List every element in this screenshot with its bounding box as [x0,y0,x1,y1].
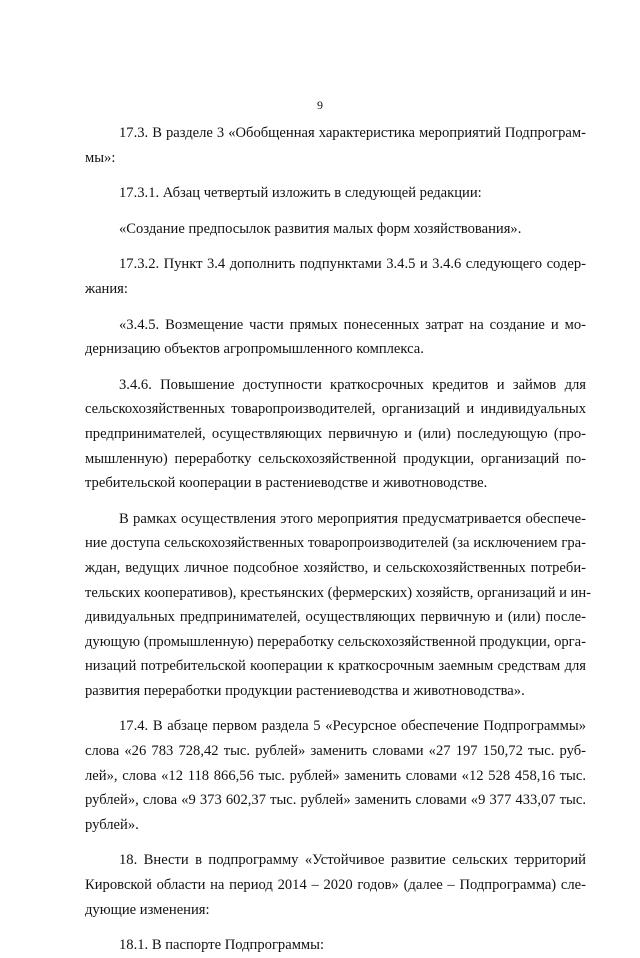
text-line: развития переработки продукции растениеводства и животноводства». [85,682,525,699]
document-body [85,121,592,958]
text-line: рублей». [85,816,139,833]
text-line: Кировской области на период 2014 – 2020 годов» (далее – Подпрограмма) сле- [85,877,586,894]
paragraph-gap [85,922,586,933]
paragraph-gap [85,206,586,217]
text-line: 18.1. В паспорте Подпрограммы: [119,937,325,954]
paragraph-gap [85,837,586,848]
text-line: мышленную) переработку сельскохозяйственной продукции, организаций по- [85,450,586,467]
paragraph-p-18 [85,848,586,922]
text-line: 17.3. В разделе 3 «Обобщенная характеристика мероприятий Подпрограм- [119,125,586,141]
paragraph-gap [85,241,586,252]
text-line: дующую (промышленную) переработку сельскохозяйственной продукции, орга- [85,633,586,650]
text-line: низаций потребительской кооперации к краткосрочным заемным средствам для [85,658,586,675]
paragraph-p-17-3 [85,121,586,170]
page-number: 9 [317,98,323,112]
text-line: 3.4.6. Повышение доступности краткосрочных кредитов и займов для [119,376,586,393]
text-line: «3.4.5. Возмещение части прямых понесенных затрат на создание и мо- [119,316,586,333]
paragraph-p-17-3-1 [85,181,586,206]
paragraph-p-17-4 [85,714,586,837]
text-line: «Создание предпосылок развития малых форм хозяйствования». [119,220,522,237]
text-line: лей», слова «12 118 866,56 тыс. рублей» заменить словами «12 528 458,16 тыс. [85,767,586,784]
text-line: ние доступа сельскохозяйственных товаропроизводителей (за исключением гра- [85,535,586,552]
paragraph-gap [85,703,586,714]
text-line: дующие изменения: [85,901,210,918]
text-line: 17.3.1. Абзац четвертый изложить в следующей редакции: [119,185,482,202]
paragraph-p-18-1 [85,933,586,958]
paragraph-gap [85,302,586,313]
paragraph-p-17-3-2 [85,252,586,301]
text-line: 18. Внести в подпрограмму «Устойчивое развитие сельских территорий [119,852,586,869]
text-line: рублей», слова «9 373 602,37 тыс. рублей» заменить словами «9 377 433,07 тыс. [85,792,586,809]
text-line: жания: [85,280,128,297]
text-line: дернизацию объектов агропромышленного комплекса. [85,341,424,358]
paragraph-p-3-4-5 [85,313,586,362]
text-line: мы»: [85,149,116,166]
paragraph-p-quote-1 [85,217,586,242]
paragraph-gap [85,362,586,373]
text-line: требительской кооперации в растениеводстве и животноводстве. [85,475,488,492]
text-line: В рамках осуществления этого мероприятия предусматривается обеспече- [119,510,586,527]
paragraph-p-ramkah [85,507,592,704]
text-line: дивидуальных предпринимателей, осуществляющих первичную и (или) после- [85,609,586,626]
paragraph-gap [85,496,586,507]
paragraph-p-3-4-6 [85,373,586,496]
text-line: 17.4. В абзаце первом раздела 5 «Ресурсное обеспечение Подпрограммы» [119,718,586,735]
text-line: 17.3.2. Пункт 3.4 дополнить подпунктами 3.4.5 и 3.4.6 следующего содер- [119,256,586,273]
paragraph-gap [85,170,586,181]
text-line: предпринимателей, осуществляющих первичную и (или) последующую (про- [85,425,586,442]
text-line: слова «26 783 728,42 тыс. рублей» заменить словами «27 197 150,72 тыс. руб- [85,743,586,760]
text-line: ждан, ведущих личное подсобное хозяйство, и сельскохозяйственных потреби- [85,559,586,576]
text-line: тельских кооперативов), крестьянских (фермерских) хозяйств, организаций и ин- [85,584,592,601]
text-line: сельскохозяйственных товаропроизводителей, организаций и индивидуальных [85,401,586,418]
